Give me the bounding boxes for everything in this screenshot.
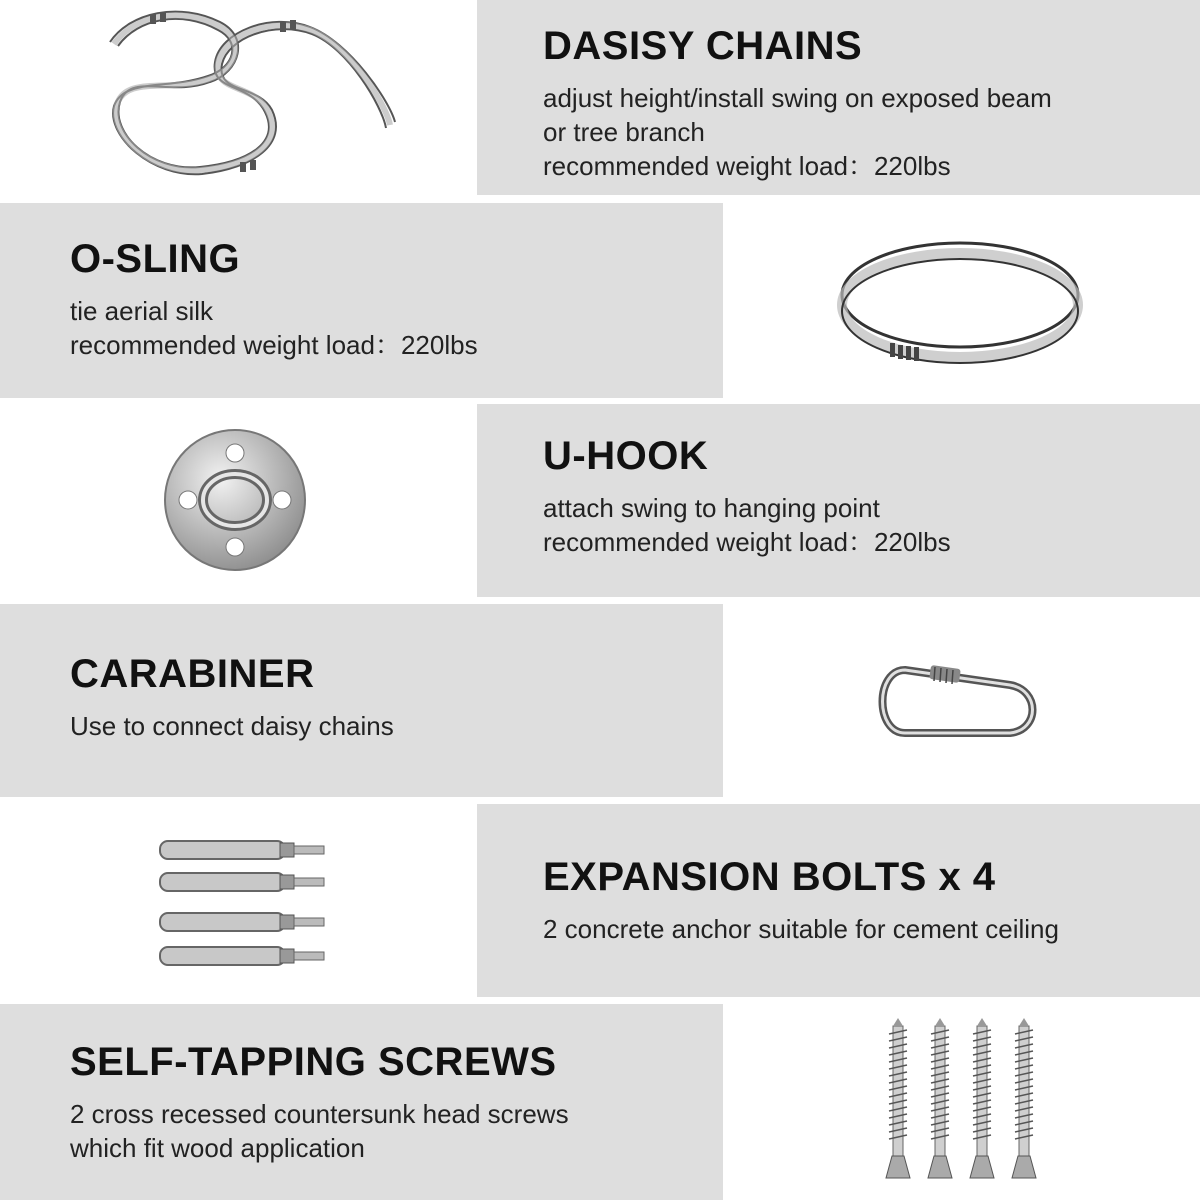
screw: [1012, 1018, 1036, 1178]
section-line: Use to connect daisy chains: [70, 711, 394, 741]
section-line: 2 cross recessed countersunk head screws: [70, 1099, 569, 1129]
section-line: recommended weight load：220lbs: [543, 527, 951, 557]
screw: [970, 1018, 994, 1178]
u-hook-image: [160, 425, 310, 575]
section-line: 2 concrete anchor suitable for cement ceiling: [543, 914, 1059, 944]
section-line: recommended weight load：220lbs: [70, 330, 478, 360]
bolt: [160, 873, 324, 891]
section-o-sling: [70, 237, 710, 362]
section-daisy-chains: [543, 24, 1183, 183]
section-line: or tree branch: [543, 117, 705, 147]
section-line: attach swing to hanging point: [543, 493, 880, 523]
o-sling-image: [835, 235, 1085, 375]
self-tapping-screws-image: [880, 1018, 1050, 1190]
screw: [886, 1018, 910, 1178]
section-title: DASISY CHAINS: [543, 24, 863, 68]
section-line: tie aerial silk: [70, 296, 214, 326]
section-line: recommended weight load：220lbs: [543, 151, 951, 181]
section-title: SELF-TAPPING SCREWS: [70, 1040, 557, 1084]
section-expansion-bolts: [543, 855, 1193, 946]
section-title: U-HOOK: [543, 434, 709, 478]
carabiner-image: [875, 655, 1045, 745]
section-carabiner: [70, 652, 710, 743]
bolt: [160, 913, 324, 931]
screw: [928, 1018, 952, 1178]
daisy-chain-image: [90, 2, 410, 192]
expansion-bolts-image: [155, 835, 330, 980]
section-line: adjust height/install swing on exposed beam: [543, 83, 1052, 113]
section-self-tapping-screws: [70, 1040, 710, 1165]
section-title: CARABINER: [70, 652, 315, 696]
section-title: O-SLING: [70, 237, 241, 281]
section-u-hook: [543, 434, 1183, 559]
section-line: which fit wood application: [70, 1133, 365, 1163]
section-title: EXPANSION BOLTS x 4: [543, 855, 996, 899]
bolt: [160, 841, 324, 859]
bolt: [160, 947, 324, 965]
